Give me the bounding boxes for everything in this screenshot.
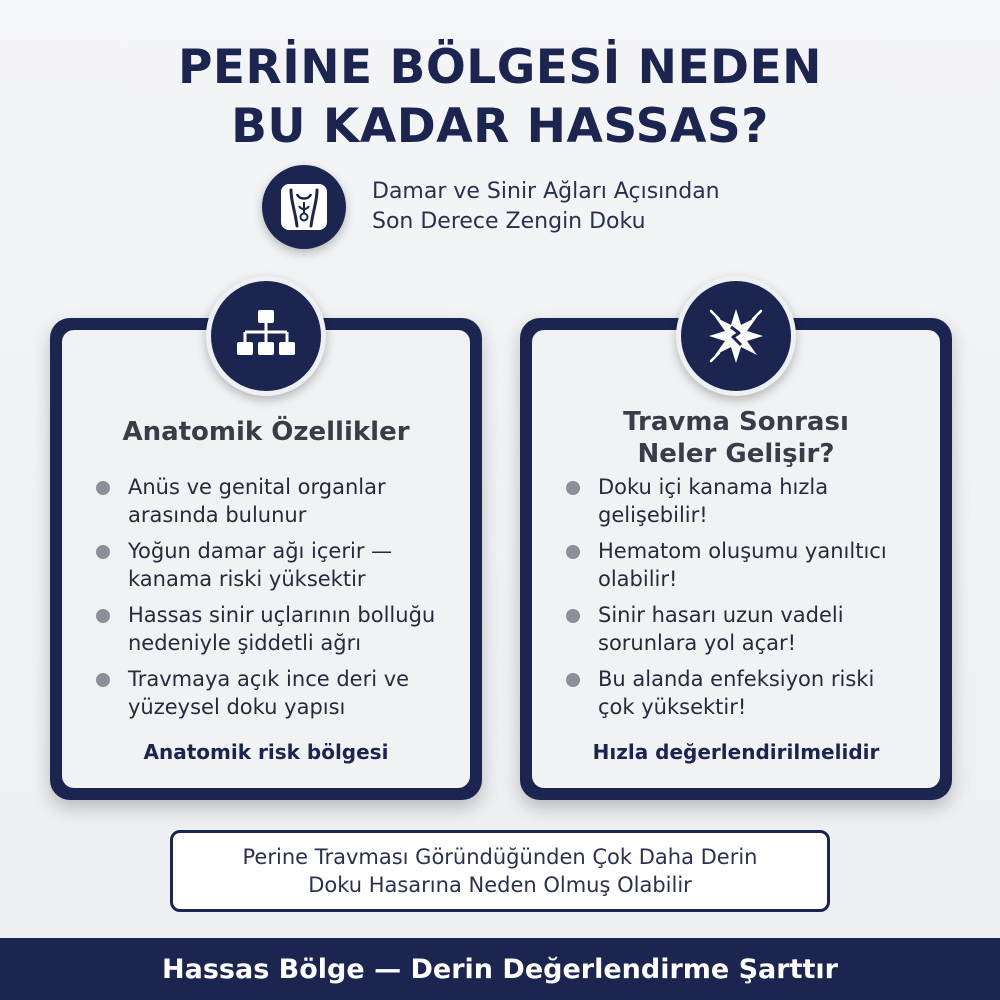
list-item-line-1: Hematom oluşumu yanıltıcı — [598, 539, 887, 563]
list-item — [556, 601, 930, 657]
list-item-line-1: Hassas sinir uçlarının bolluğu — [128, 603, 436, 627]
list-item-line-2: çok yüksektir! — [598, 695, 747, 719]
bottom-banner — [0, 938, 1000, 1000]
list-item-line-1: Travmaya açık ince deri ve — [128, 667, 410, 691]
list-item — [86, 665, 460, 721]
list-item-line-2: gelişebilir! — [598, 503, 708, 527]
list-item-line-1: Anüs ve genital organlar — [128, 475, 386, 499]
list-item-line-2: sorunlara yol açar! — [598, 631, 797, 655]
page-title-line-2: BU KADAR HASSAS? — [231, 99, 769, 154]
list-item — [86, 537, 460, 593]
anatomy-bullet-list — [86, 473, 460, 729]
list-item — [556, 537, 930, 593]
page-title — [0, 38, 1000, 156]
list-item-line-2: kanama riski yüksektir — [128, 567, 366, 591]
trauma-card-title-line-2: Neler Gelişir? — [637, 439, 835, 469]
bullet-dot-icon — [96, 545, 110, 559]
bullet-dot-icon — [566, 673, 580, 687]
list-item-line-2: nedeniyle şiddetli ağrı — [128, 631, 362, 655]
list-item-line-1: Sinir hasarı uzun vadeli — [598, 603, 844, 627]
anatomy-card-footer: Anatomik risk bölgesi — [143, 740, 389, 764]
list-item-line-1: Bu alanda enfeksiyon riski — [598, 667, 875, 691]
bullet-dot-icon — [566, 481, 580, 495]
subtitle-line-2: Son Derece Zengin Doku — [372, 209, 646, 234]
bottom-banner-text: Hassas Bölge — Derin Değerlendirme Şarttır — [162, 953, 838, 985]
list-item-line-1: Yoğun damar ağı içerir — — [128, 539, 393, 563]
trauma-card-title — [532, 406, 940, 470]
warning-note — [170, 830, 830, 912]
subtitle-block — [262, 165, 822, 249]
hierarchy-icon — [206, 276, 326, 396]
anatomy-card-title-text: Anatomik Özellikler — [122, 417, 410, 447]
list-item — [556, 473, 930, 529]
anatomy-card-body — [62, 330, 470, 788]
trauma-card — [520, 318, 952, 800]
trauma-card-title-line-1: Travma Sonrası — [623, 407, 849, 437]
list-item-line-2: yüzeysel doku yapısı — [128, 695, 346, 719]
pelvis-icon — [262, 165, 346, 249]
trauma-card-footer: Hızla değerlendirilmelidir — [592, 740, 880, 764]
list-item-line-1: Doku içi kanama hızla — [598, 475, 829, 499]
bullet-dot-icon — [96, 673, 110, 687]
trauma-card-body — [532, 330, 940, 788]
page-title-line-1: PERİNE BÖLGESİ NEDEN — [177, 40, 823, 95]
bullet-dot-icon — [566, 609, 580, 623]
list-item — [86, 601, 460, 657]
list-item-line-2: arasında bulunur — [128, 503, 307, 527]
list-item — [86, 473, 460, 529]
bullet-dot-icon — [96, 609, 110, 623]
anatomy-card-title — [62, 416, 470, 448]
subtitle-line-1: Damar ve Sinir Ağları Açısından — [372, 179, 720, 204]
anatomy-card — [50, 318, 482, 800]
impact-burst-icon — [676, 276, 796, 396]
bullet-dot-icon — [566, 545, 580, 559]
list-item-line-2: olabilir! — [598, 567, 678, 591]
list-item — [556, 665, 930, 721]
trauma-bullet-list — [556, 473, 930, 729]
subtitle-text — [372, 177, 720, 237]
bullet-dot-icon — [96, 481, 110, 495]
warning-note-line-1: Perine Travması Göründüğünden Çok Daha Derin — [242, 845, 758, 869]
warning-note-line-2: Doku Hasarına Neden Olmuş Olabilir — [308, 873, 692, 897]
